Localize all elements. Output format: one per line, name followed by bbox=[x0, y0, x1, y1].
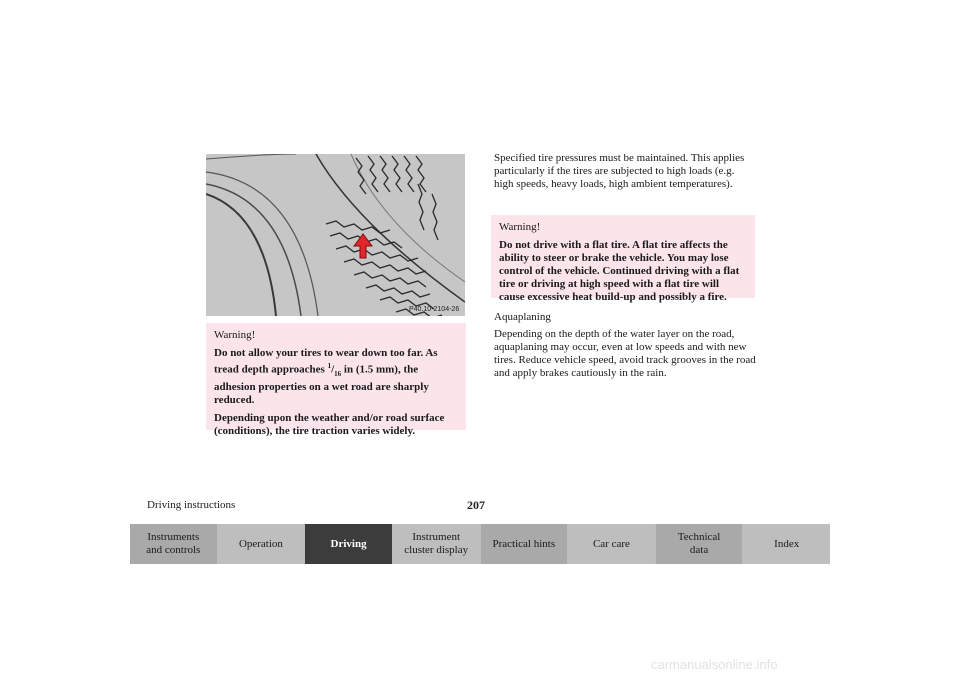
warning-title: Warning! bbox=[499, 221, 541, 233]
tab-label: Car care bbox=[592, 537, 630, 550]
fraction-denominator: 16 bbox=[334, 369, 342, 378]
tab-label: Instrument bbox=[412, 531, 461, 543]
tab-instrument-cluster-display[interactable] bbox=[393, 524, 481, 564]
warning-box-tread-depth bbox=[206, 323, 466, 437]
section-title: Driving instructions bbox=[147, 499, 236, 511]
aquaplaning-text: Depending on the depth of the water layer on the road, aquaplaning may occur, even at low speeds and with new tires. Reduce vehicle speed, avoid track grooves in the road and apply brakes cautiously in the rain. bbox=[494, 328, 756, 379]
tab-label: Instruments bbox=[147, 531, 200, 543]
fraction-numerator: 1 bbox=[327, 362, 332, 370]
tab-label: Driving bbox=[330, 537, 367, 550]
tab-label: and controls bbox=[146, 544, 201, 556]
tab-practical-hints[interactable] bbox=[481, 524, 569, 564]
watermark: carmanualsonline.info bbox=[651, 657, 778, 672]
tire-figure bbox=[206, 154, 465, 316]
tab-operation[interactable] bbox=[218, 524, 306, 564]
tab-car-care[interactable] bbox=[568, 524, 656, 564]
warning-text-tread bbox=[214, 347, 458, 407]
tire-pressure-text: Specified tire pressures must be maintained. This applies particularly if the tires are subjected to high loads (e.g. high speeds, heavy loads, high ambient temperatures). bbox=[494, 152, 745, 190]
tab-label: Practical hints bbox=[492, 537, 556, 550]
tab-label: Index bbox=[774, 537, 800, 550]
tab-label: cluster display bbox=[404, 544, 469, 556]
aquaplaning-heading: Aquaplaning bbox=[494, 311, 551, 323]
warning-text-part: in (1.5 mm), the adhesion properties on a wet road are sharply reduced. bbox=[214, 363, 429, 406]
fraction-separator: / bbox=[331, 363, 335, 376]
warning-text-part: Do not allow your tires to wear down too far. As tread depth approaches bbox=[214, 347, 438, 376]
tab-driving[interactable] bbox=[305, 524, 393, 564]
figure-code: P40.10-2104-26 bbox=[409, 306, 460, 313]
warning-text-traction: Depending upon the weather and/or road surface (conditions), the tire traction varies widely. bbox=[214, 411, 445, 437]
tab-technical-data[interactable] bbox=[656, 524, 744, 564]
page-number: 207 bbox=[467, 498, 485, 512]
tab-label: Operation bbox=[238, 537, 283, 550]
tab-label: Technical bbox=[677, 531, 721, 543]
tab-index[interactable] bbox=[743, 524, 830, 564]
tab-instruments-and-controls[interactable] bbox=[130, 524, 218, 564]
warning-title: Warning! bbox=[214, 329, 256, 341]
tire-tread-illustration bbox=[206, 154, 465, 316]
chapter-nav bbox=[130, 524, 830, 564]
tab-label: data bbox=[689, 544, 709, 556]
warning-box-flat-tire bbox=[491, 215, 755, 303]
warning-text-flat-tire: Do not drive with a flat tire. A flat tire affects the ability to steer or brake the vehicle. You may lose control of the vehicle. Continued driving with a flat tire or driving at high speed with a flat tire will cause excessive heat build-up and possibly a fire. bbox=[499, 239, 740, 303]
